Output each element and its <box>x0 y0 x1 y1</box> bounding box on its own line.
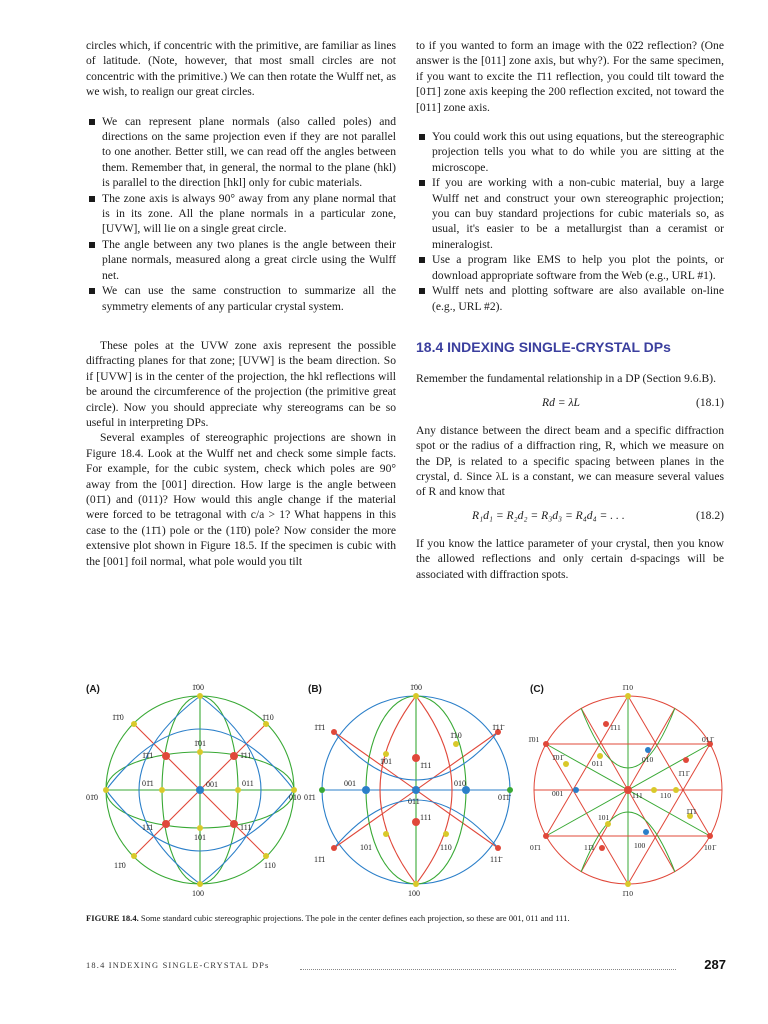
stereogram-c-plot <box>526 678 736 906</box>
equation-number: (18.2) <box>695 508 724 522</box>
left-bullet-list <box>86 114 396 314</box>
pole-label: 1̄01 <box>380 757 392 766</box>
equation-body: R₁d₁ = R₂d₂ = R₃d₃ = R₄d₄ = . . . <box>472 508 625 522</box>
stereogram-b <box>304 678 526 906</box>
running-head: 18.4 INDEXING SINGLE-CRYSTAL DPs <box>86 961 270 970</box>
pole-label: 011 <box>242 779 254 788</box>
pole-label: 1̄01 <box>528 735 540 744</box>
pole-label: 1̄11̄ <box>492 723 504 732</box>
pole-label: 101 <box>598 813 610 822</box>
pole-label: 01̄1 <box>142 779 154 788</box>
equation-18-2 <box>416 508 724 528</box>
pole-label: 1̄1̄0 <box>112 713 124 722</box>
caption-text: Some standard cubic stereographic projections. The pole in the center defines each projection, so these are 001, 011 and 111. <box>140 913 570 923</box>
pole-label: 1̄10 <box>450 731 462 740</box>
list-item: The angle between any two planes is the angle between their plane normals, measured along a great circle using the Wulff net. <box>86 237 396 283</box>
figure-caption <box>86 912 726 924</box>
pole-label: 01̄1 <box>304 793 316 802</box>
leader-dots <box>300 969 676 970</box>
pole-label: 111 <box>420 813 432 822</box>
list-item: We can use the same construction to summarize all the symmetry elements of any particular crystal system. <box>86 283 396 314</box>
pole-label: 101 <box>194 833 206 842</box>
list-item: Wulff nets and plotting software are also available on-line (e.g., URL #2). <box>416 283 724 314</box>
figure-label-c: (C) <box>530 684 544 695</box>
stereogram-a-plot <box>82 678 304 906</box>
pole-label: 1̄1̄1 <box>142 751 154 760</box>
pole-label: 010 <box>454 779 466 788</box>
pole-label: 1̄1̄1 <box>314 723 326 732</box>
pole-label: 001 <box>552 789 564 798</box>
equation-number: (18.1) <box>695 395 724 409</box>
right-paragraph-1: to if you wanted to form an image with the 02̄2 reflection? (One answer is the [011] zone axis, but why?). For the same specimen, if you want to excite the 1̄11 reflection, you could tilt toward the [01̄1] zone axis keeping the 200 reflection excited, not toward the [011] zone axis. <box>416 39 724 114</box>
left-paragraph-2: These poles at the UVW zone axis represent the possible diffracting planes for that zone; [UVW] is the beam direction. So if [UVW] is in the center of the projection, the hkl reflections will be around the circumference of the projection (the primitive great circle). Now you should appreciate why stereograms can be so useful in interpreting DPs. <box>86 338 396 429</box>
pole-label: 001 <box>206 780 218 789</box>
right-paragraph-4: If you know the lattice parameter of your crystal, then you know the allowed reflections and only certain d-spacings will be associated with diffraction spots. <box>416 536 724 581</box>
pole-label: 1̄10 <box>622 889 633 898</box>
pole-label: 011̄ <box>702 735 713 744</box>
right-column <box>416 38 724 582</box>
equation-body: Rd = λL <box>542 395 580 409</box>
pole-label: 1̄11 <box>610 723 621 732</box>
pole-label: 100 <box>408 889 420 898</box>
page-footer <box>86 957 726 972</box>
figure-label-a: (A) <box>86 684 100 695</box>
pole-label: 110 <box>264 861 276 870</box>
pole-label: 1̄10 <box>262 713 274 722</box>
right-paragraph-3: Any distance between the direct beam and a specific diffraction spot or the radius of a diffraction ring, R, which we measure on the DP, is related to a specific spacing between planes in the crystal, d. Since λL is a constant, we can measure several values of R and know that <box>416 423 724 499</box>
pole-label: 01̄1 <box>530 843 541 852</box>
pole-label: 010 <box>289 793 301 802</box>
pole-label: 101 <box>360 843 372 852</box>
pole-label: 1̄11 <box>420 761 432 770</box>
list-item: If you are working with a non-cubic material, buy a large Wulff net and construct your own stereographic projection; you can buy standard projections for cubic materials so, as usual, it's easier to be a metallurgist than a ceramist or mineralogist. <box>416 175 724 252</box>
pole-label: 1̄1̄1 <box>686 807 697 816</box>
pole-label: 11̄1 <box>314 855 326 864</box>
stereogram-c <box>526 678 748 906</box>
page-number: 287 <box>704 957 726 972</box>
list-item: The zone axis is always 90° away from any plane normal that is in its zone. All the plane normals in a particular zone, [UVW], will lie on a single great circle. <box>86 191 396 237</box>
left-paragraph-3: Several examples of stereographic projections are shown in Figure 18.4. Look at the Wulff net and check some simple facts. For example, for the cubic system, check which poles are 90° away from the [001] direction. How large is the angle between (01̄1) and (011)? How would this angle change if the material were forced to be tetragonal with c/a > 1? What happens in this case to the (11̄1) pole or the (11̄0) pole? Now consider the more extensive plot shown in Figure 18.5. If the specimen is cubic with the [001] foil normal, what pole would you tilt <box>86 431 396 568</box>
pole-label: 1̄11 <box>240 751 252 760</box>
pole-label: 100 <box>634 841 646 850</box>
pole-label: 1̄00 <box>410 683 422 692</box>
list-item: You could work this out using equations, but the stereographic projection tells you what to do while you are sitting at the microscope. <box>416 129 724 175</box>
left-column <box>86 38 396 569</box>
right-bullet-list <box>416 129 724 314</box>
pole-label: 110 <box>440 843 452 852</box>
pole-label: 001 <box>344 779 356 788</box>
pole-label: 100 <box>192 889 204 898</box>
list-item: Use a program like EMS to help you plot the points, or download appropriate software from the Web (e.g., URL #1). <box>416 252 724 283</box>
left-paragraph-1: circles which, if concentric with the primitive, are familiar as lines of latitude. (Note, however, that most small circles are not concentric with the primitive.) We can then rotate the Wulff net, as we wish, to realign our great circles. <box>86 39 396 99</box>
figure-18-4 <box>82 678 732 908</box>
pole-label: 011 <box>408 797 420 806</box>
pole-label: 110 <box>660 791 671 800</box>
pole-label: 111 <box>240 823 252 832</box>
section-heading: 18.4 INDEXING SINGLE-CRYSTAL DPs <box>416 338 671 355</box>
pole-label: 11̄0 <box>114 861 126 870</box>
stereogram-b-plot <box>304 678 526 906</box>
right-paragraph-2: Remember the fundamental relationship in a DP (Section 9.6.B). <box>416 372 716 386</box>
figure-label-b: (B) <box>308 684 322 695</box>
equation-18-1 <box>416 395 724 415</box>
pole-label: 010 <box>642 755 654 764</box>
pole-label: 01̄1̄ <box>498 793 510 802</box>
pole-label: 11̄1 <box>584 843 595 852</box>
pole-label: 101̄ <box>704 843 716 852</box>
list-item: We can represent plane normals (also called poles) and directions on the same projection even if they are not parallel to one another. Better still, we can read off the angles between them. Remember that, in general, the normal to the plane (hkl) is parallel to the direction [hkl] only for cubic materials. <box>86 114 396 191</box>
pole-label: 1̄00 <box>192 683 204 692</box>
pole-label: 011 <box>592 759 603 768</box>
pole-label: 111 <box>632 791 643 800</box>
pole-label: 1̄01 <box>194 739 206 748</box>
caption-label: FIGURE 18.4. <box>86 913 139 923</box>
pole-label: 1̄10 <box>622 683 633 692</box>
stereogram-a <box>82 678 304 906</box>
pole-label: 1̄01̄ <box>552 753 564 762</box>
pole-label: 1̄11̄ <box>678 769 689 778</box>
pole-label: 11̄1 <box>142 823 154 832</box>
pole-label: 111̄ <box>490 855 502 864</box>
pole-label: 01̄0 <box>86 793 98 802</box>
